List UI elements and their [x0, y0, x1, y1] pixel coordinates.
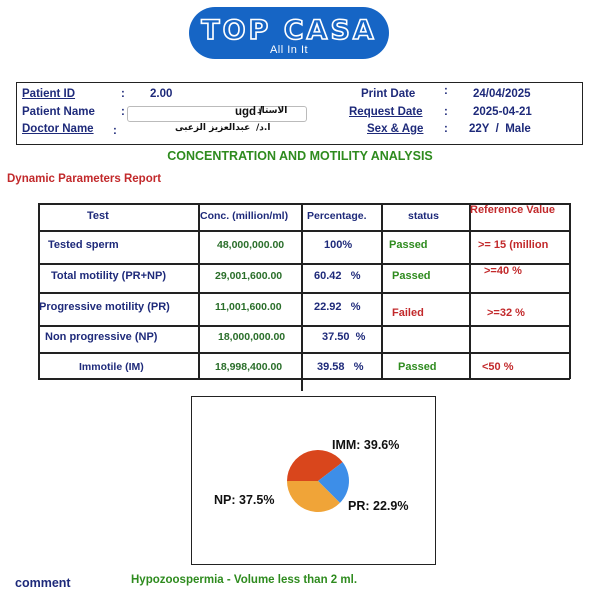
table-header-test: Test — [87, 210, 109, 222]
table-cell-conc: 18,998,400.00 — [215, 361, 283, 373]
report-subtitle: Dynamic Parameters Report — [7, 173, 162, 185]
patient-name-row — [17, 106, 582, 124]
table-rule — [38, 325, 570, 327]
colon: : — [444, 106, 448, 118]
colon: : — [121, 88, 125, 100]
table-cell-reference: >=40 % — [484, 265, 522, 277]
patient-id-value: 2.00 — [150, 88, 173, 100]
pie-label-np: NP: 37.5% — [214, 493, 275, 507]
table-border-bottom — [38, 378, 570, 380]
table-cell-test: Tested sperm — [48, 239, 119, 251]
pie-chart-svg — [192, 397, 437, 566]
table-col-divider — [381, 203, 383, 379]
table-cell-percentage: 37.50 % — [322, 331, 366, 343]
patient-info-box — [16, 82, 583, 145]
doctor-name-row — [17, 123, 582, 141]
table-rule — [38, 352, 570, 354]
table-cell-reference: >=32 % — [487, 307, 525, 319]
doctor-title-arabic: ا.د/ — [256, 123, 271, 133]
table-header-percentage: Percentage. — [307, 210, 367, 222]
brand-logo-name: TOP CASA — [201, 15, 377, 46]
table-cell-test: Non progressive (NP) — [45, 331, 158, 343]
patient-name-value: ugd / — [235, 106, 263, 118]
table-cell-conc: 48,000,000.00 — [217, 239, 285, 251]
table-cell-conc: 11,001,600.00 — [215, 301, 282, 313]
pie-label-imm: IMM: 39.6% — [332, 438, 400, 452]
table-header-conc: Conc. (million/ml) — [200, 210, 289, 222]
print-date-value: 24/04/2025 — [473, 88, 531, 100]
patient-title-arabic: الاستاذ — [257, 106, 288, 116]
patient-id-row — [17, 85, 582, 106]
doctor-name-arabic: عبدالعزيز الزعبى — [175, 123, 251, 133]
colon: : — [444, 123, 448, 135]
table-cell-percentage: 22.92 % — [314, 301, 361, 313]
table-col-divider — [469, 203, 471, 379]
patient-id-label: Patient ID — [22, 88, 76, 100]
table-rule — [38, 230, 570, 232]
table-cell-percentage: 39.58 % — [317, 361, 364, 373]
table-cell-status: Passed — [398, 361, 437, 373]
table-cell-status: Passed — [392, 270, 431, 282]
table-rule — [38, 292, 570, 294]
colon: : — [113, 125, 117, 137]
patient-name-label: Patient Name — [22, 106, 95, 118]
table-header-reference: Reference Value — [470, 204, 555, 216]
colon: : — [444, 85, 448, 97]
sex-age-label: Sex & Age — [367, 123, 424, 135]
table-col-divider — [198, 203, 200, 379]
table-cell-percentage: 60.42 % — [314, 270, 361, 282]
colon: : — [121, 106, 125, 118]
table-cell-conc: 18,000,000.00 — [218, 331, 286, 343]
request-date-value: 2025-04-21 — [473, 106, 532, 118]
sex-age-value: 22Y / Male — [469, 123, 531, 135]
table-cell-test: Immotile (IM) — [79, 361, 144, 373]
comment-text: Hypozoospermia - Volume less than 2 ml. — [131, 574, 358, 586]
brand-logo — [189, 7, 389, 59]
request-date-label: Request Date — [349, 106, 423, 118]
pie-label-pr: PR: 22.9% — [348, 499, 409, 513]
table-cell-percentage: 100% — [324, 239, 353, 251]
brand-logo-tagline: All In It — [269, 44, 309, 56]
table-border-left — [38, 203, 40, 379]
table-col-divider — [301, 203, 303, 391]
table-header-status: status — [408, 210, 439, 222]
comment-label: comment — [15, 576, 71, 590]
table-cell-status: Passed — [389, 239, 428, 251]
table-cell-status: Failed — [392, 307, 424, 319]
motility-pie-chart — [191, 396, 436, 565]
report-title: CONCENTRATION AND MOTILITY ANALYSIS — [167, 149, 433, 163]
table-cell-test: Progressive motility (PR) — [39, 301, 170, 313]
table-cell-test: Total motility (PR+NP) — [51, 270, 166, 282]
table-cell-reference: >= 15 (million — [478, 239, 549, 251]
table-cell-reference: <50 % — [482, 361, 514, 373]
table-border-right — [569, 203, 571, 379]
doctor-name-label: Doctor Name — [22, 123, 94, 135]
table-cell-conc: 29,001,600.00 — [215, 270, 283, 282]
print-date-label: Print Date — [361, 88, 416, 100]
